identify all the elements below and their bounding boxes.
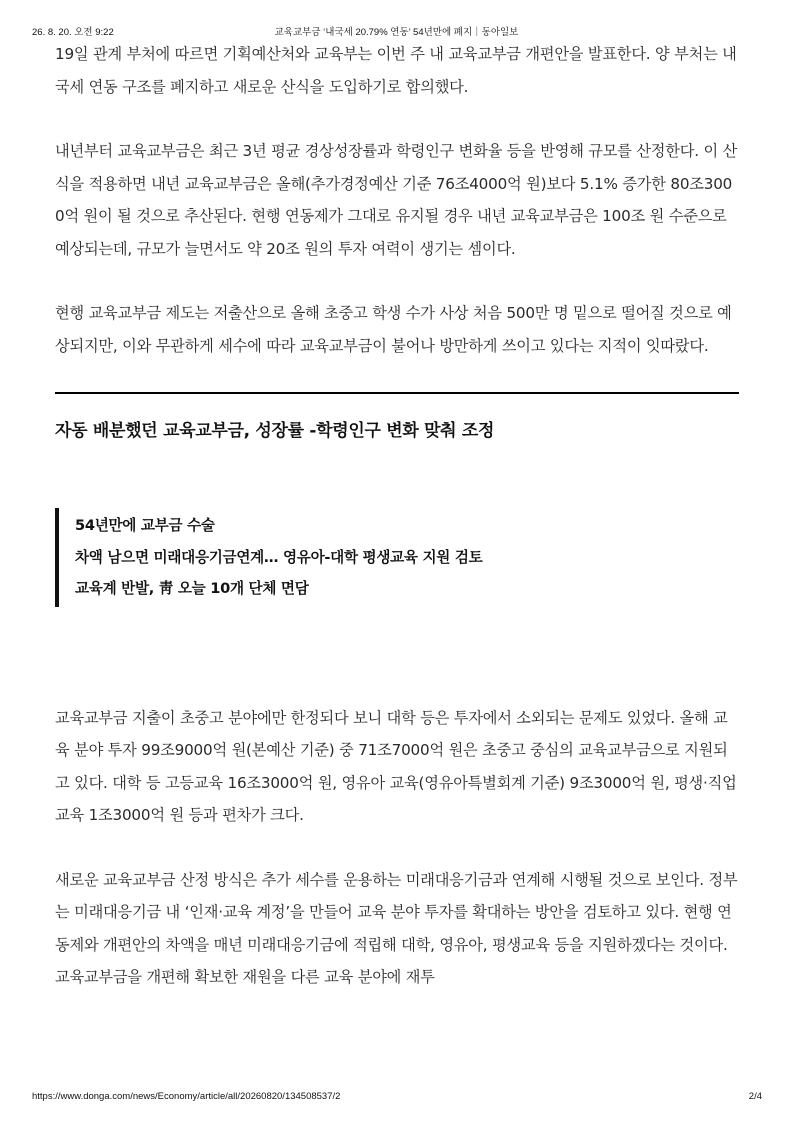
article-subheading: 자동 배분했던 교육교부금, 성장률 -학령인구 변화 맞춰 조정 (55, 421, 495, 441)
print-page-number: 2/4 (748, 1091, 762, 1102)
related-article-link[interactable]: 교육계 반발, 靑 오늘 10개 단체 면담 (75, 580, 309, 597)
print-page-title: 교육교부금 ‘내국세 20.79% 연동’ 54년만에 폐지｜동아일보 (274, 27, 519, 38)
article-paragraph: 새로운 교육교부금 산정 방식은 추가 세수를 운용하는 미래대응기금과 연계해 시행될 것으로 보인다. 정부는 미래대응기금 내 ‘인재·교육 계정’을 만들어 교육 분야 투자를 확대하는 방안을 검토하고 있다. 현행 연동제와 개편안의 차액을 매년 미래대응기금에 적립해 대학, 영유아, 평생교육 등을 지원하겠다는 것이다. 교육교부금을 개편해 확보한 재원을 다른 교육 분야에 재투 (55, 870, 738, 986)
section-divider (55, 392, 739, 394)
article-body (55, 38, 739, 994)
article-paragraph: 19일 관계 부처에 따르면 기획예산처와 교육부는 이번 주 내 교육교부금 개편안을 발표한다. 양 부처는 내국세 연동 구조를 폐지하고 새로운 산식을 도입하기로 합의했다. (55, 45, 737, 96)
related-article-link[interactable]: 차액 남으면 미래대응기금연계… 영유아-대학 평생교육 지원 검토 (75, 548, 483, 566)
related-articles (55, 508, 739, 607)
print-datetime: 26. 8. 20. 오전 9:22 (32, 27, 114, 38)
article-paragraph: 내년부터 교육교부금은 최근 3년 평균 경상성장률과 학령인구 변화율 등을 반영해 규모를 산정한다. 이 산식을 적용하면 내년 교육교부금은 올해(추가경정예산 기준 76조4000억 원)보다 5.1% 증가한 80조3000억 원이 될 것으로 추산된다. 현행 연동제가 그대로 유지될 경우 내년 교육교부금은 100조 원 수준으로 예상되는데, 규모가 늘면서도 약 20조 원의 투자 여력이 생기는 셈이다. (55, 142, 738, 258)
related-article-link[interactable]: 54년만에 교부금 수술 (75, 517, 215, 534)
article-paragraph: 교육교부금 지출이 초중고 분야에만 한정되다 보니 대학 등은 투자에서 소외되는 문제도 있었다. 올해 교육 분야 투자 99조9000억 원(본예산 기준) 중 71조7000억 원은 초중고 중심의 교육교부금으로 지원되고 있다. 대학 등 고등교육 16조3000억 원, 영유아 교육(영유아특별회계 기준) 9조3000억 원, 평생·직업교육 1조3000억 원 등과 편차가 크다. (55, 708, 737, 824)
print-url: https://www.donga.com/news/Economy/article/all/20260820/134508537/2 (32, 1091, 341, 1102)
article-paragraph: 현행 교육교부금 제도는 저출산으로 올해 초중고 학생 수가 사상 처음 500만 명 밑으로 떨어질 것으로 예상되지만, 이와 무관하게 세수에 따라 교육교부금이 불어나 방만하게 쓰이고 있다는 지적이 잇따랐다. (55, 304, 732, 355)
